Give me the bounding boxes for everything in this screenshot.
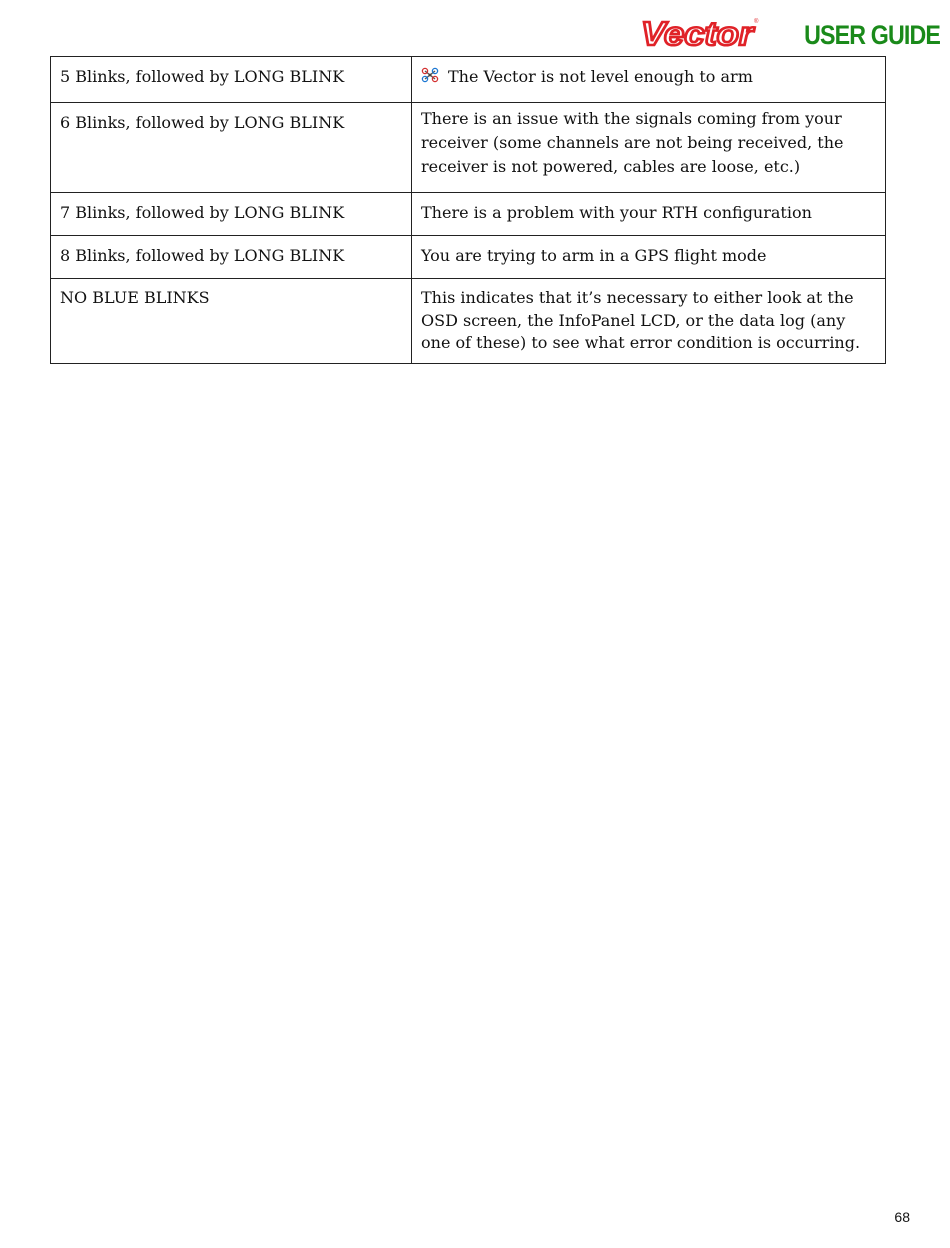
meaning-cell: You are trying to arm in a GPS flight mode [412, 236, 886, 279]
meaning-text: The Vector is not level enough to arm [448, 67, 753, 86]
svg-text:®: ® [753, 19, 759, 25]
meaning-cell: This indicates that it’s necessary to either look at the OSD screen, the InfoPanel LCD, or the data log (any one of these) to see what error condition is occurring. [412, 279, 886, 364]
blink-pattern-cell: 8 Blinks, followed by LONG BLINK [51, 236, 412, 279]
meaning-cell: There is a problem with your RTH configuration [412, 193, 886, 236]
quadcopter-icon [421, 67, 439, 83]
error-codes-table [50, 56, 886, 364]
table-row [51, 236, 886, 279]
blink-pattern-cell: 7 Blinks, followed by LONG BLINK [51, 193, 412, 236]
page-number: 68 [894, 1209, 910, 1225]
table-row [51, 103, 886, 193]
meaning-cell [412, 57, 886, 103]
table-row [51, 57, 886, 103]
vector-logo [638, 14, 760, 50]
table-row [51, 193, 886, 236]
page-header [638, 10, 940, 50]
user-guide-title: USER GUIDE [804, 20, 940, 50]
blink-pattern-cell: 6 Blinks, followed by LONG BLINK [51, 103, 412, 193]
meaning-cell: There is an issue with the signals coming from your receiver (some channels are not being received, the receiver is not powered, cables are loose, etc.) [412, 103, 886, 193]
blink-pattern-cell: 5 Blinks, followed by LONG BLINK [51, 57, 412, 103]
table-row [51, 279, 886, 364]
blink-pattern-cell: NO BLUE BLINKS [51, 279, 412, 364]
vector-logo-text: Vector [640, 15, 756, 50]
